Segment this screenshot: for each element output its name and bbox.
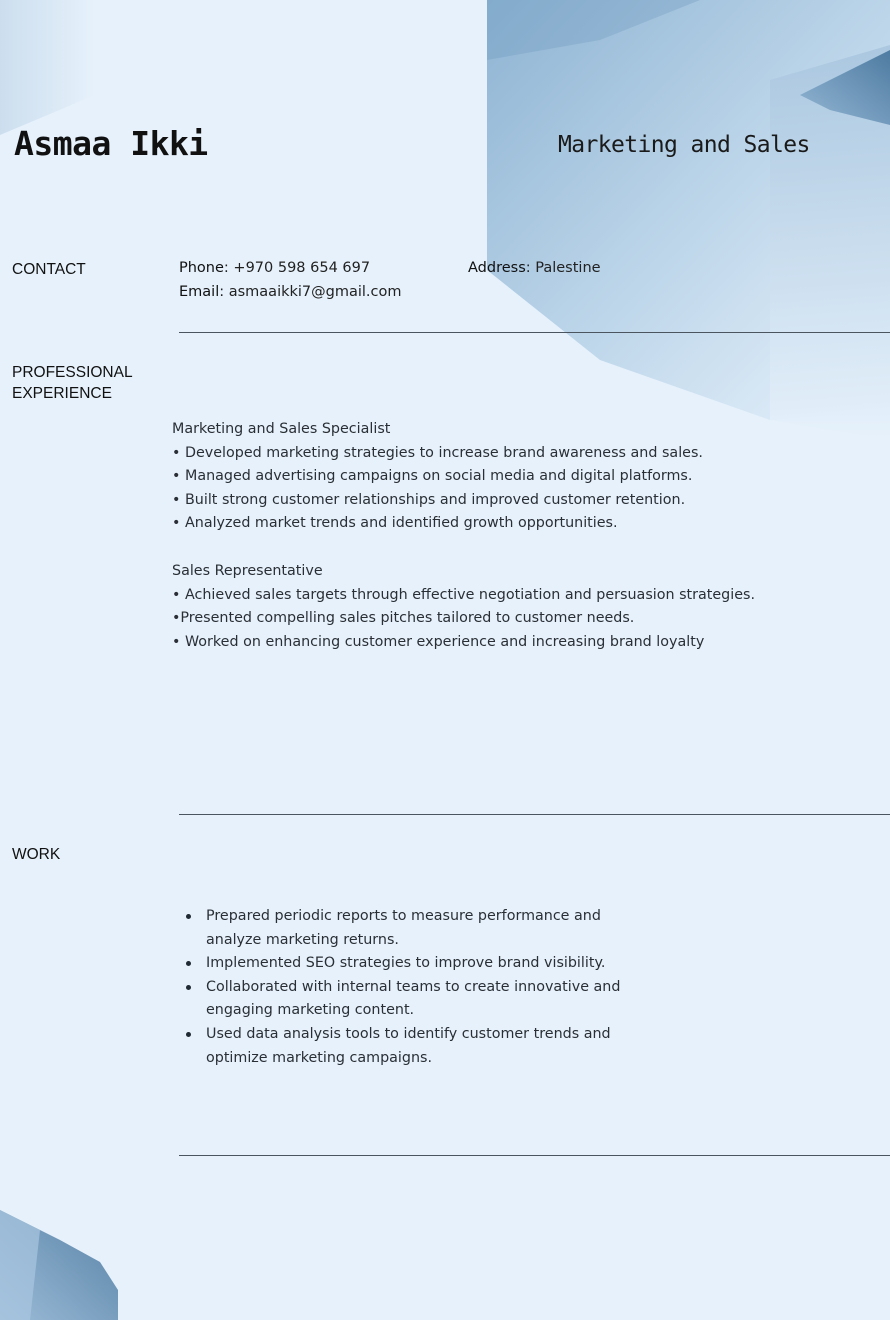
address-line [468,256,601,280]
work-item-text: Prepared periodic reports to measure performance and analyze marketing returns. [206,908,601,948]
job-role: Marketing and Sales [558,132,810,158]
job-title: Sales Representative [172,563,323,579]
section-divider [179,814,890,815]
work-item-text: Implemented SEO strategies to improve brand visibility. [206,955,606,972]
list-item [186,952,656,976]
job-bullet: • Built strong customer relationships and improved customer retention. [172,491,686,508]
section-divider [179,1155,890,1156]
work-section-title: WORK [12,846,61,863]
phone-label: Phone [179,260,224,276]
job-bullet: • Worked on enhancing customer experience and increasing brand loyalty [172,633,705,650]
contact-section-title: CONTACT [12,261,86,278]
bullet-icon [186,961,191,966]
bullet-icon [186,914,191,919]
experience-title-line1: PROFESSIONAL [12,364,133,381]
job-bullet: • Developed marketing strategies to increase brand awareness and sales. [172,444,703,461]
experience-title-line2: EXPERIENCE [12,385,112,402]
job-entry-specialist [172,418,703,536]
job-bullet: • Analyzed market trends and identified growth opportunities. [172,515,618,532]
list-item [186,1023,656,1070]
work-item-text: Used data analysis tools to identify customer trends and optimize marketing campaigns. [206,1025,611,1066]
job-bullet: • Achieved sales targets through effective negotiation and persuasion strategies. [172,586,756,603]
work-list [186,905,656,1070]
job-bullet: • Managed advertising campaigns on social media and digital platforms. [172,468,693,485]
address-value: : Palestine [525,260,601,276]
email-label: Email [179,284,220,300]
section-divider [179,332,890,333]
phone-value: : +970 598 654 697 [223,260,371,276]
list-item [186,905,656,952]
list-item [186,976,656,1023]
job-bullet: •Presented compelling sales pitches tailored to customer needs. [172,610,635,627]
email-value: : asmaaikki7@gmail.com [219,284,402,300]
experience-section-title [12,362,133,404]
email-line [179,280,402,304]
bullet-icon [186,985,191,990]
candidate-name: Asmaa Ikki [14,124,208,163]
address-label: Address [468,260,526,276]
work-item-text: Collaborated with internal teams to create innovative and engaging marketing content. [206,978,621,1019]
job-title: Marketing and Sales Specialist [172,421,391,437]
job-entry-sales-rep [172,560,755,654]
phone-line [179,256,370,280]
bullet-icon [186,1032,191,1037]
